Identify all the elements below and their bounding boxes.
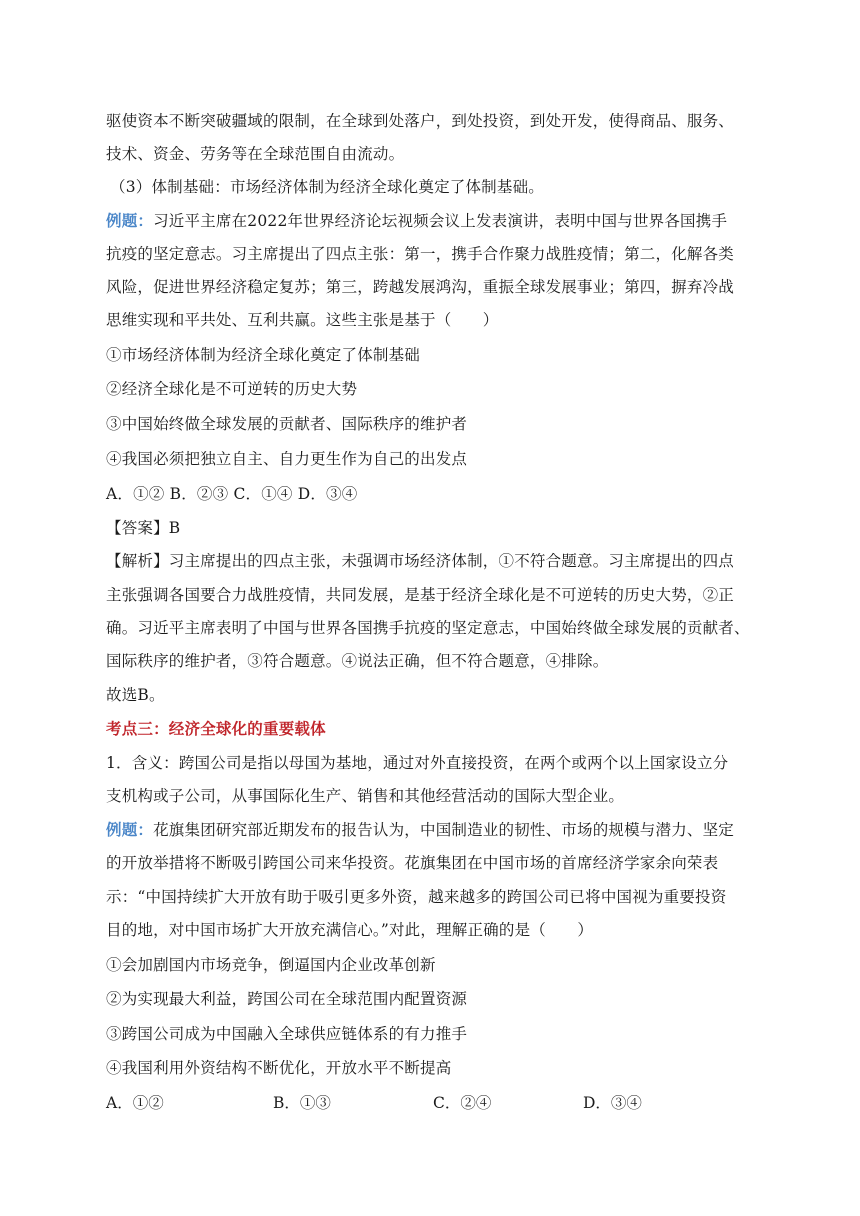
example-1-option-1: ①市场经济体制为经济全球化奠定了体制基础 xyxy=(106,346,421,364)
example-1-text: 习近平主席在2022年世界经济论坛视频会议上发表演讲，表明中国与世界各国携手 xyxy=(153,212,728,230)
example-2-option-3: ③跨国公司成为中国融入全球供应链体系的有力推手 xyxy=(106,1025,468,1043)
example-2-line-1 xyxy=(106,819,746,841)
example-1-analysis-2: 主张强调各国要合力战胜疫情，共同发展，是基于经济全球化是不可逆转的历史大势，②正 xyxy=(106,586,735,604)
example-2-option-2: ②为实现最大利益，跨国公司在全球范围内配置资源 xyxy=(106,990,468,1008)
example-1-line-4: 思维实现和平共处、互利共赢。这些主张是基于（ ） xyxy=(106,311,499,329)
section-definition-1: 1．含义：跨国公司是指以母国为基地，通过对外直接投资，在两个或两个以上国家设立分 xyxy=(106,754,729,772)
example-2-option-1: ①会加剧国内市场竞争，倒逼国内企业改革创新 xyxy=(106,956,436,974)
intro-line-1: 驱使资本不断突破疆域的限制，在全球到处落户，到处投资，到处开发，使得商品、服务、 xyxy=(106,112,735,130)
example-1-option-2: ②经济全球化是不可逆转的历史大势 xyxy=(106,380,358,398)
example-1-line-3: 风险，促进世界经济稳定复苏；第三，跨越发展鸿沟，重振全球发展事业；第四，摒弃冷战 xyxy=(106,278,735,296)
example-1-option-3: ③中国始终做全球发展的贡献者、国际秩序的维护者 xyxy=(106,415,468,433)
example-label: 例题： xyxy=(106,820,154,839)
example-1-answer: 【答案】B xyxy=(106,519,181,537)
example-1-conclusion: 故选B。 xyxy=(106,686,165,704)
example-2-line-4: 目的地，对中国市场扩大开放充满信心。”对此，理解正确的是（ ） xyxy=(106,921,594,939)
example-1-line-1 xyxy=(106,210,746,232)
choice-c: C．②④ xyxy=(433,1094,492,1112)
example-label: 例题： xyxy=(106,211,154,230)
choice-b: B．①③ xyxy=(273,1094,331,1112)
example-1-option-4: ④我国必须把独立自主、自力更生作为自己的出发点 xyxy=(106,450,468,468)
example-2-choices xyxy=(106,1092,746,1114)
example-1-choices: A．①② B．②③ C．①④ D．③④ xyxy=(106,485,358,503)
example-1-analysis-4: 国际秩序的维护者，③符合题意。④说法正确，但不符合题意，④排除。 xyxy=(106,652,609,670)
example-2-option-4: ④我国利用外资结构不断优化，开放水平不断提高 xyxy=(106,1059,452,1077)
section-definition-2: 支机构或子公司，从事国际化生产、销售和其他经营活动的国际大型企业。 xyxy=(106,787,625,805)
example-1-line-2: 抗疫的坚定意志。习主席提出了四点主张：第一，携手合作聚力战胜疫情；第二，化解各类 xyxy=(106,245,735,263)
example-2-line-2: 的开放举措将不断吸引跨国公司来华投资。花旗集团在中国市场的首席经济学家余向荣表 xyxy=(106,854,719,872)
intro-line-2: 技术、资金、劳务等在全球范围自由流动。 xyxy=(106,145,405,163)
example-1-analysis-3: 确。习近平主席表明了中国与世界各国携手抗疫的坚定意志，中国始终做全球发展的贡献者、 xyxy=(106,619,750,637)
example-2-text: 花旗集团研究部近期发布的报告认为，中国制造业的韧性、市场的规模与潜力、坚定 xyxy=(153,821,735,839)
example-1-analysis-1: 【解析】习主席提出的四点主张，未强调市场经济体制，①不符合题意。习主席提出的四点 xyxy=(106,552,735,570)
intro-line-3: （3）体制基础：市场经济体制为经济全球化奠定了体制基础。 xyxy=(110,178,544,196)
example-2-line-3: 示：“中国持续扩大开放有助于吸引更多外资，越来越多的跨国公司已将中国视为重要投资 xyxy=(106,888,727,906)
choice-a: A．①② xyxy=(106,1094,164,1112)
section-heading: 考点三：经济全球化的重要载体 xyxy=(106,719,326,738)
choice-d: D．③④ xyxy=(583,1094,642,1112)
